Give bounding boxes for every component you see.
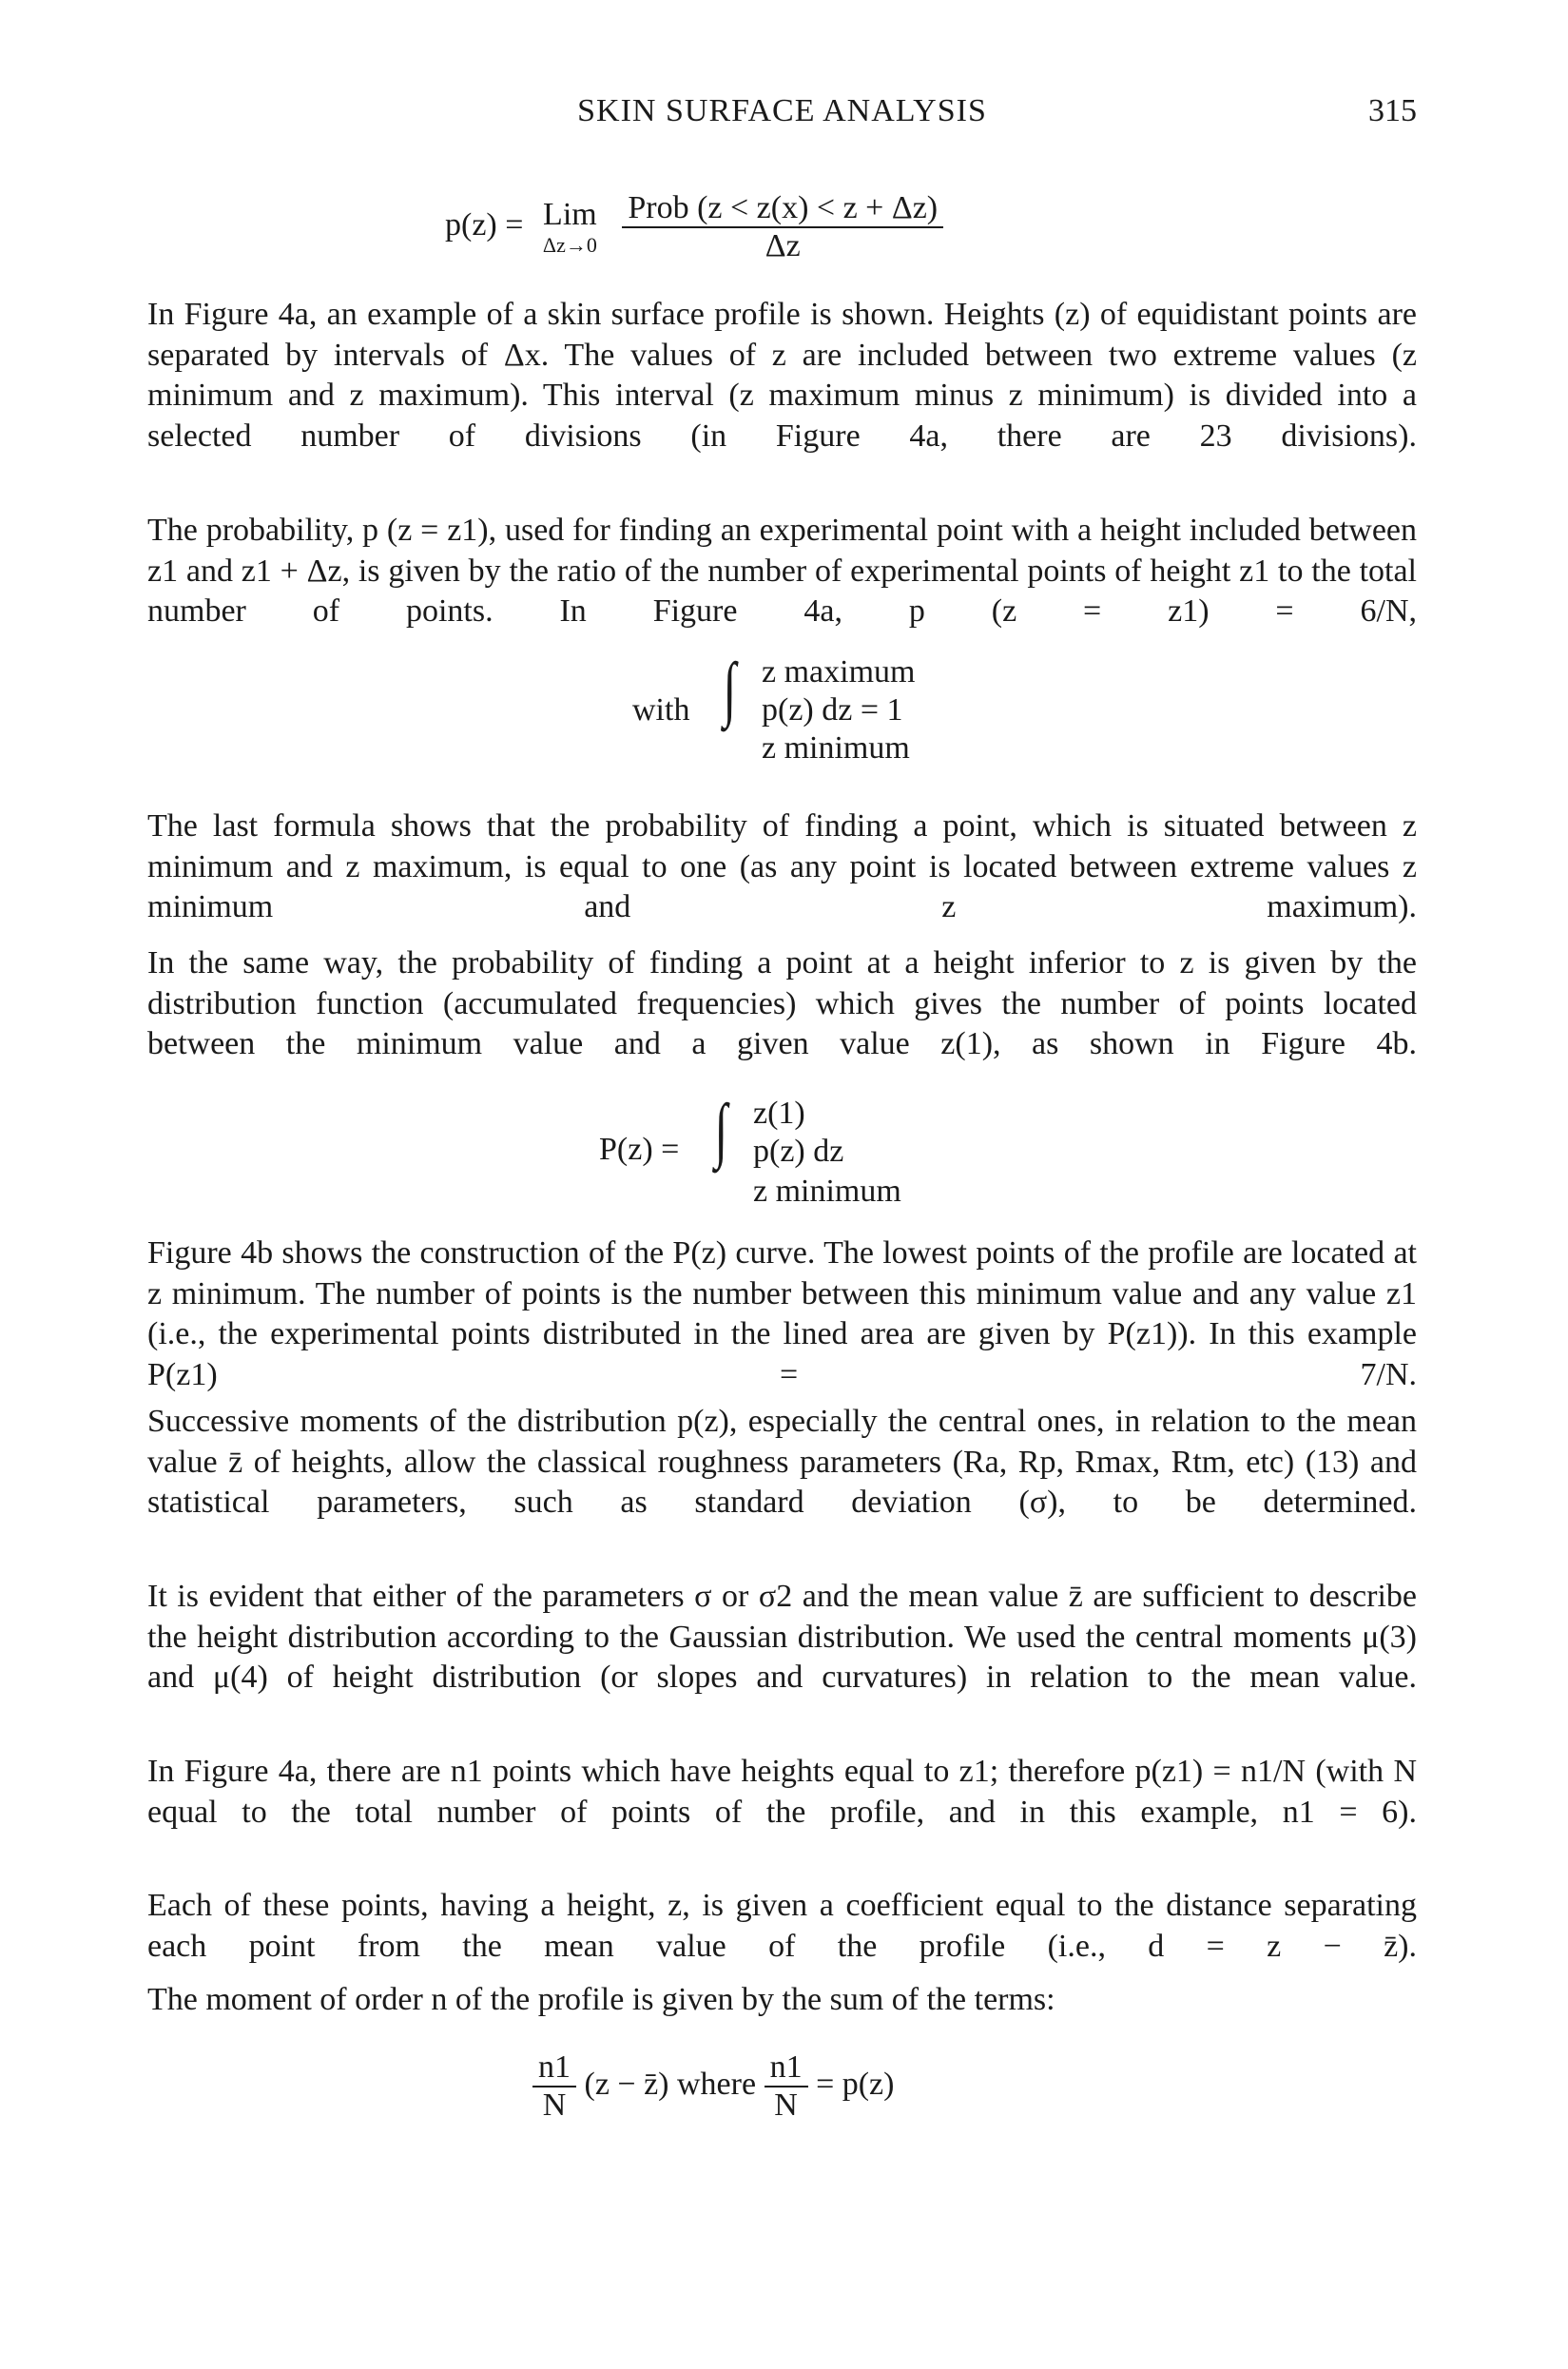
equation-moment-term xyxy=(532,2049,894,2124)
paragraph-3: The last formula shows that the probability of finding a point, which is situated between z minimum and z maximum, is equal to one (as any point is located between extreme values z minimum and z maximum). xyxy=(147,808,1417,924)
eq-int1-body: p(z) dz = 1 xyxy=(762,692,903,728)
equation-pz-definition xyxy=(445,190,943,264)
eq-moment-frac1 xyxy=(532,2049,576,2124)
integral-sign-icon: ∫ xyxy=(723,649,737,728)
eq-with: with xyxy=(632,692,690,728)
paragraph-6: Successive moments of the distribution p(z), especially the central ones, in relation to the mean value z̄ of heights, allow the classical roughness parameters (Ra, Rp, Rmax, Rtm, etc) (13) and statistical parameters, such as standard deviation (σ), to be determined. xyxy=(147,1404,1417,1520)
page-header xyxy=(147,93,1417,141)
eq-int2-lower: z minimum xyxy=(753,1174,901,1209)
eq-lim-sub: Δz→0 xyxy=(542,233,597,257)
eq-pz-fraction xyxy=(622,190,943,264)
integral-sign-icon-2: ∫ xyxy=(714,1090,728,1170)
paragraph-4: In the same way, the probability of finding a point at a height inferior to z is given by the distribution function (accumulated frequencies) which gives the number of points located between the minimum value and a given value z(1), as shown in Figure 4b. xyxy=(147,945,1417,1061)
eq-moment-frac2-num: n1 xyxy=(765,2049,808,2087)
eq-Pz-lhs: P(z) = xyxy=(599,1132,680,1167)
paragraph-2: The probability, p (z = z1), used for finding an experimental point with a height included between z1 and z1 + Δz, is given by the ratio of the number of experimental points of height z1 to the total number of points. In Figure 4a, p (z = z1) = 6/N, xyxy=(147,513,1417,629)
eq-lim-word: Lim xyxy=(543,197,597,232)
paragraph-1: In Figure 4a, an example of a skin surface profile is shown. Heights (z) of equidistant points are separated by intervals of Δx. The values of z are included between two extreme values (z minimum and z maximum). This interval (z maximum minus z minimum) is divided into a selected number of divisions (in Figure 4a, there are 23 divisions). xyxy=(147,297,1417,454)
eq-int1-lower: z minimum xyxy=(762,730,910,766)
page-number: 315 xyxy=(1368,93,1417,128)
eq-pz-lhs: p(z) = xyxy=(445,206,524,243)
eq-moment-rhs: = p(z) xyxy=(816,2066,895,2102)
running-title: SKIN SURFACE ANALYSIS xyxy=(577,93,987,128)
eq-pz-denominator: Δz xyxy=(765,228,801,263)
eq-moment-frac2 xyxy=(765,2049,808,2124)
paragraph-7: It is evident that either of the parameters σ or σ2 and the mean value z̄ are sufficient to describe the height distribution according to the Gaussian distribution. We used the central moments μ(3) and μ(4) of height distribution (or slopes and curvatures) in relation to the mean value. xyxy=(147,1579,1417,1695)
eq-moment-frac2-den: N xyxy=(774,2087,798,2123)
eq-pz-numerator: Prob (z < z(x) < z + Δz) xyxy=(622,190,943,228)
eq-int2-body: p(z) dz xyxy=(753,1134,844,1169)
paragraph-8: In Figure 4a, there are n1 points which have heights equal to z1; therefore p(z1) = n1/N (with N equal to the total number of points of the profile, and in this example, n1 = 6). xyxy=(147,1754,1417,1830)
eq-moment-middle: (z − z̄) where xyxy=(584,2066,757,2102)
eq-moment-frac1-num: n1 xyxy=(532,2049,576,2087)
paragraph-5: Figure 4b shows the construction of the P(z) curve. The lowest points of the profile are located at z minimum. The number of points is the number between this minimum value and any value z1 (i.e., the experimental points distributed in the lined area are given by P(z1)). In this example P(z1) = 7/N. xyxy=(147,1235,1417,1392)
eq-int2-upper: z(1) xyxy=(753,1096,805,1131)
eq-int1-upper: z maximum xyxy=(762,654,916,689)
paragraph-10: The moment of order n of the profile is given by the sum of the terms: xyxy=(147,1982,1055,2017)
eq-moment-frac1-den: N xyxy=(542,2087,567,2123)
paragraph-9: Each of these points, having a height, z, is given a coefficient equal to the distance separating each point from the mean value of the profile (i.e., d = z − z̄). xyxy=(147,1888,1417,1964)
eq-lim xyxy=(543,197,597,258)
